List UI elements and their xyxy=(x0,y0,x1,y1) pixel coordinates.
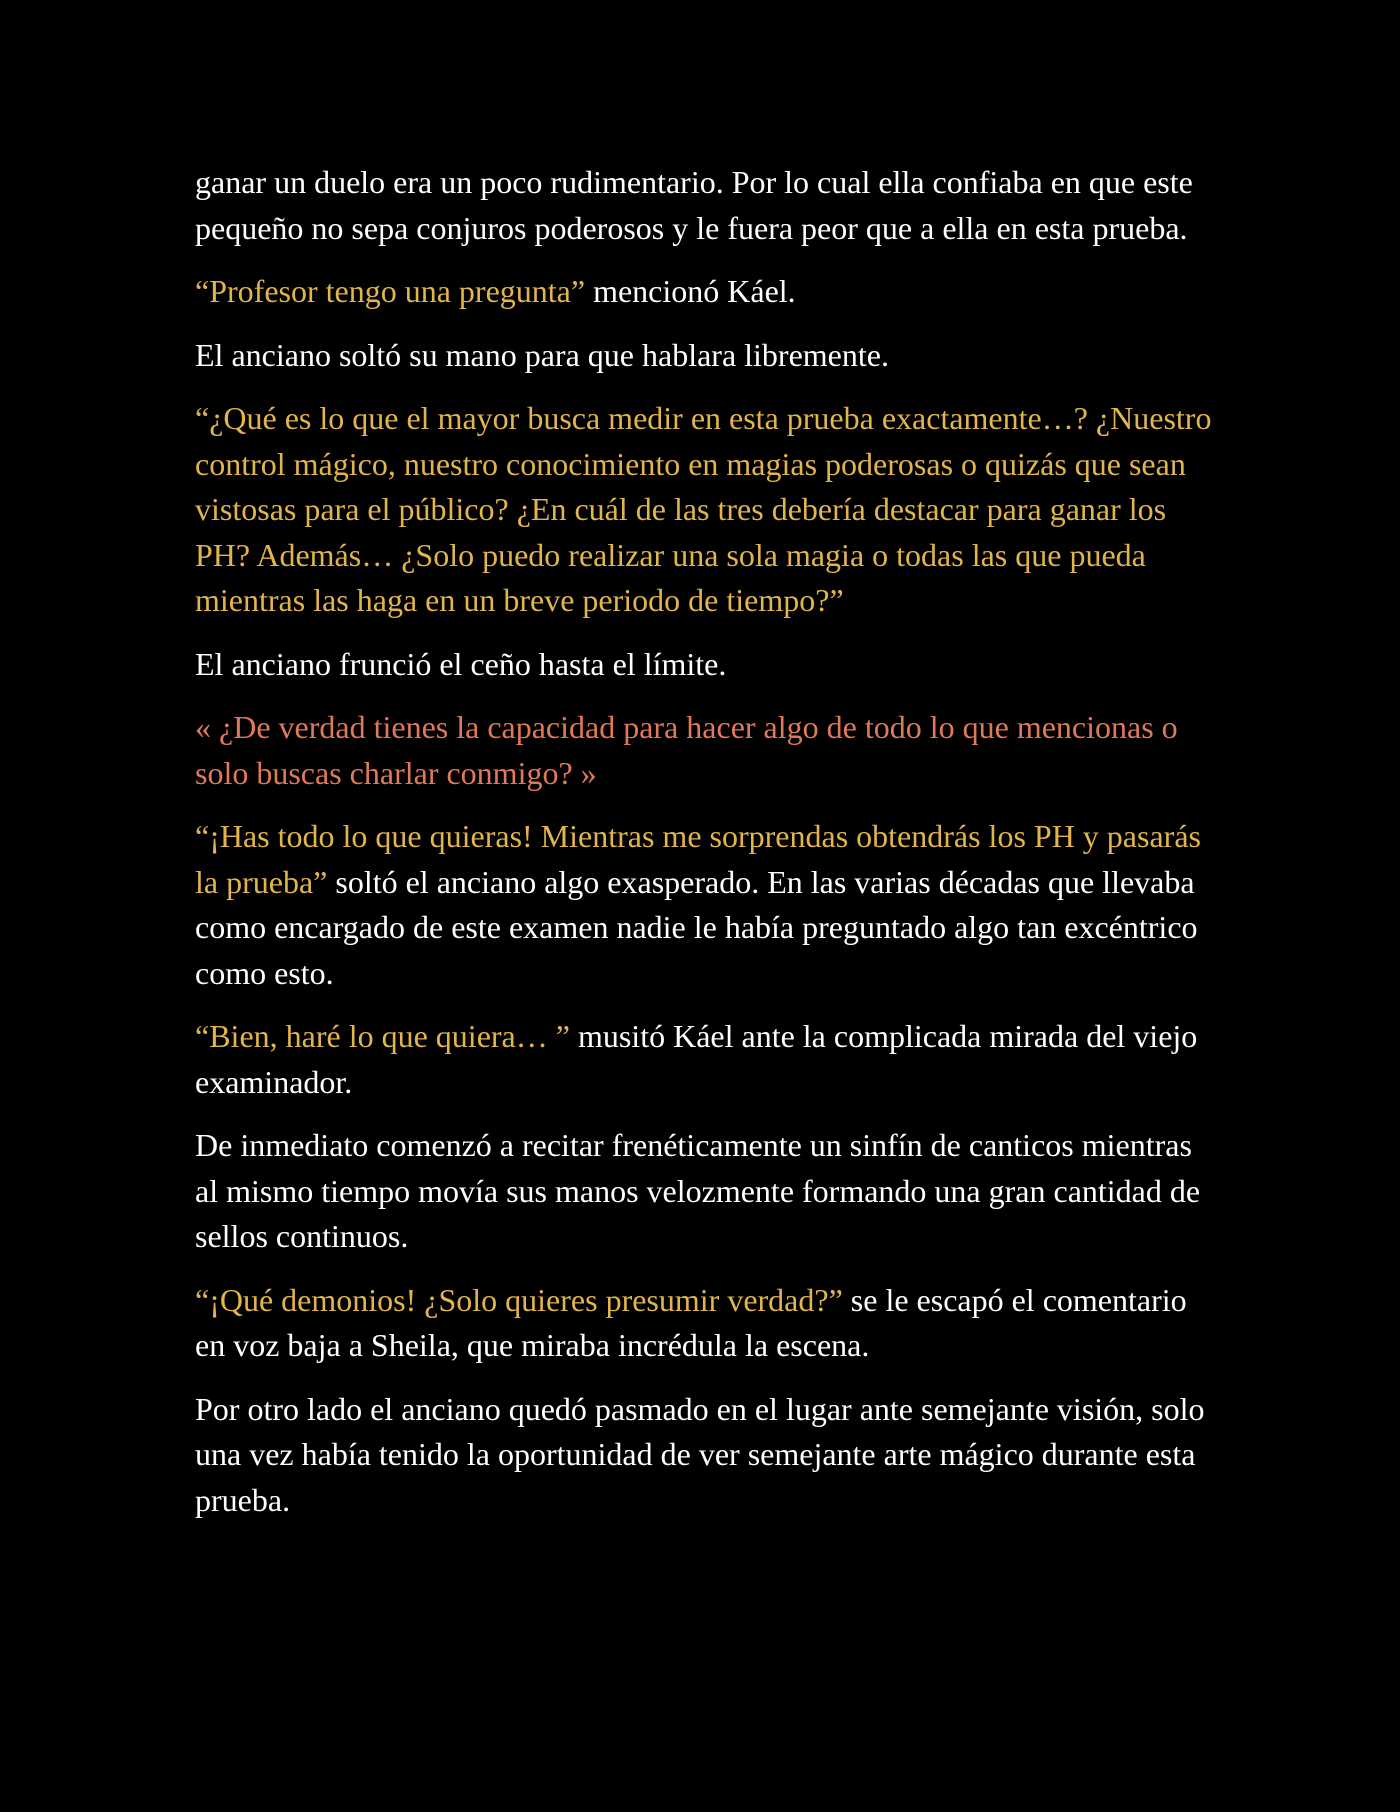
paragraph-5 xyxy=(195,642,1215,688)
narration-text: ganar un duelo era un poco rudimentario. Por lo cual ella confiaba en que este pequeño no sepa conjuros poderosos y le fuera peor que a ella en esta prueba. xyxy=(195,164,1193,246)
narration-text: se le escapó el comentario en voz baja a Sheila, que miraba incrédula la escena. xyxy=(195,1281,1187,1363)
paragraph-1 xyxy=(195,160,1215,251)
dialogue-text: “Profesor tengo una pregunta” xyxy=(195,273,586,309)
narration-text: soltó el anciano algo exasperado. En las varias décadas que llevaba como encargado de este examen nadie le había preguntado algo tan excéntrico como esto. xyxy=(195,863,1198,991)
paragraph-6 xyxy=(195,705,1215,796)
paragraph-7 xyxy=(195,814,1215,996)
thought-text: « ¿De verdad tienes la capacidad para hacer algo de todo lo que mencionas o solo buscas charlar conmigo? » xyxy=(195,709,1178,791)
narration-text: musitó Káel ante la complicada mirada del viejo examinador. xyxy=(195,1018,1198,1100)
paragraph-9 xyxy=(195,1123,1215,1260)
dialogue-text: “¡Has todo lo que quieras! Mientras me sorprendas obtendrás los PH y pasarás la prueba” xyxy=(195,818,1201,900)
paragraph-11 xyxy=(195,1387,1215,1524)
dialogue-text: “¡Qué demonios! ¿Solo quieres presumir verdad?” xyxy=(195,1281,843,1318)
document-page xyxy=(195,160,1215,1541)
narration-text: mencionó Káel. xyxy=(585,273,796,309)
paragraph-10 xyxy=(195,1278,1215,1369)
paragraph-2 xyxy=(195,269,1215,315)
narration-text: El anciano soltó su mano para que hablara libremente. xyxy=(195,336,889,373)
narration-text: Por otro lado el anciano quedó pasmado en el lugar ante semejante visión, solo una vez había tenido la oportunidad de ver semejante arte mágico durante esta prueba. xyxy=(195,1390,1205,1518)
narration-text: De inmediato comenzó a recitar frenéticamente un sinfín de canticos mientras al mismo tiempo movía sus manos velozmente formando una gran cantidad de sellos continuos. xyxy=(195,1127,1201,1254)
dialogue-text: “Bien, haré lo que quiera… ” xyxy=(195,1018,570,1054)
narration-text: El anciano frunció el ceño hasta el límite. xyxy=(195,645,727,682)
paragraph-8 xyxy=(195,1014,1215,1105)
paragraph-4 xyxy=(195,396,1215,624)
paragraph-3 xyxy=(195,333,1215,379)
dialogue-text: “¿Qué es lo que el mayor busca medir en esta prueba exactamente…? ¿Nuestro control mágico, nuestro conocimiento en magias poderosas o quizás que sean vistosas para el público? ¿En cuál de las tres debería destacar para ganar los PH? Además… ¿Solo puedo realizar una sola magia o todas las que pueda mientras las haga en un breve periodo de tiempo?” xyxy=(195,400,1212,618)
